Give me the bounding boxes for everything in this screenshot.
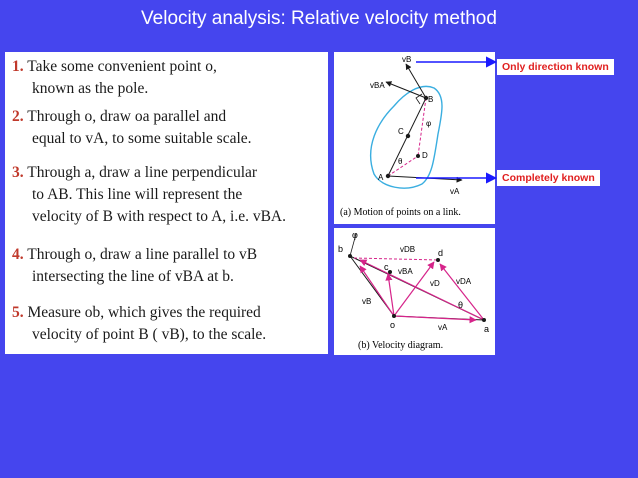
label-vda: vDA: [456, 277, 472, 286]
point-o: [392, 314, 396, 318]
point-c: [388, 270, 392, 274]
label-vb: vB: [402, 55, 412, 64]
step-number: 2.: [12, 108, 24, 125]
step-line: to AB. This line will represent the: [32, 186, 243, 203]
step-line: Through a, draw a line perpendicular: [27, 164, 258, 181]
step-number: 4.: [12, 246, 24, 263]
label-c: c: [384, 262, 389, 272]
label-phi: φ: [426, 119, 432, 128]
step-line: Measure ob, which gives the required: [27, 304, 261, 321]
figure-velocity-diagram: [334, 228, 495, 355]
step-number: 5.: [12, 304, 24, 321]
step-2: [12, 106, 328, 150]
label-vdb: vDB: [400, 245, 416, 254]
step-number: 3.: [12, 164, 24, 181]
step-4: [12, 244, 328, 288]
label-b: b: [338, 244, 344, 254]
label-a: A: [378, 173, 384, 182]
step-3: [12, 162, 328, 228]
label-o: o: [390, 320, 396, 330]
figure-a-caption: (a) Motion of points on a link.: [340, 207, 461, 218]
step-1: [12, 56, 328, 100]
callout-only-direction-known: Only direction known: [497, 59, 614, 75]
step-line: equal to vA, to some suitable scale.: [32, 130, 252, 147]
step-line: Through o, draw a line parallel to vB: [27, 246, 258, 263]
step-line: Take some convenient point o,: [27, 58, 217, 75]
label-b: B: [428, 95, 434, 104]
arrow-vda: [440, 264, 484, 320]
label-vba: vBA: [398, 267, 413, 276]
step-5: [12, 302, 328, 346]
label-phi: φ: [352, 230, 358, 240]
label-va: vA: [450, 187, 460, 196]
callout-arrows: [410, 52, 500, 192]
step-line: Through o, draw oa parallel and: [27, 108, 227, 125]
label-a: a: [484, 324, 490, 334]
label-theta: θ: [458, 300, 464, 310]
steps-panel: [5, 52, 328, 354]
label-vd: vD: [430, 279, 440, 288]
step-number: 1.: [12, 58, 24, 75]
velocity-diagram: [334, 228, 495, 355]
arrow-vba: [360, 260, 484, 320]
label-va: vA: [438, 323, 448, 332]
label-d: d: [438, 248, 444, 258]
dashed-vdb: [354, 258, 438, 260]
figure-b-caption: (b) Velocity diagram.: [358, 340, 444, 351]
point-a: [386, 174, 390, 178]
step-line: intersecting the line of vBA at b.: [32, 268, 234, 285]
label-c: C: [398, 127, 404, 136]
point-a: [482, 318, 486, 322]
arrow-va: [394, 316, 476, 320]
step-line: known as the pole.: [32, 80, 149, 97]
label-vb: vB: [362, 297, 372, 306]
label-d: D: [422, 151, 428, 160]
point-b: [348, 254, 352, 258]
slide-title: Velocity analysis: Relative velocity method: [141, 8, 497, 29]
callout-completely-known: Completely known: [497, 170, 600, 186]
point-d: [436, 258, 440, 262]
label-vba: vBA: [370, 81, 385, 90]
label-theta: θ: [398, 157, 403, 166]
step-line: velocity of B with respect to A, i.e. vBA.: [32, 208, 286, 225]
step-line: velocity of point B ( vB), to the scale.: [32, 326, 267, 343]
